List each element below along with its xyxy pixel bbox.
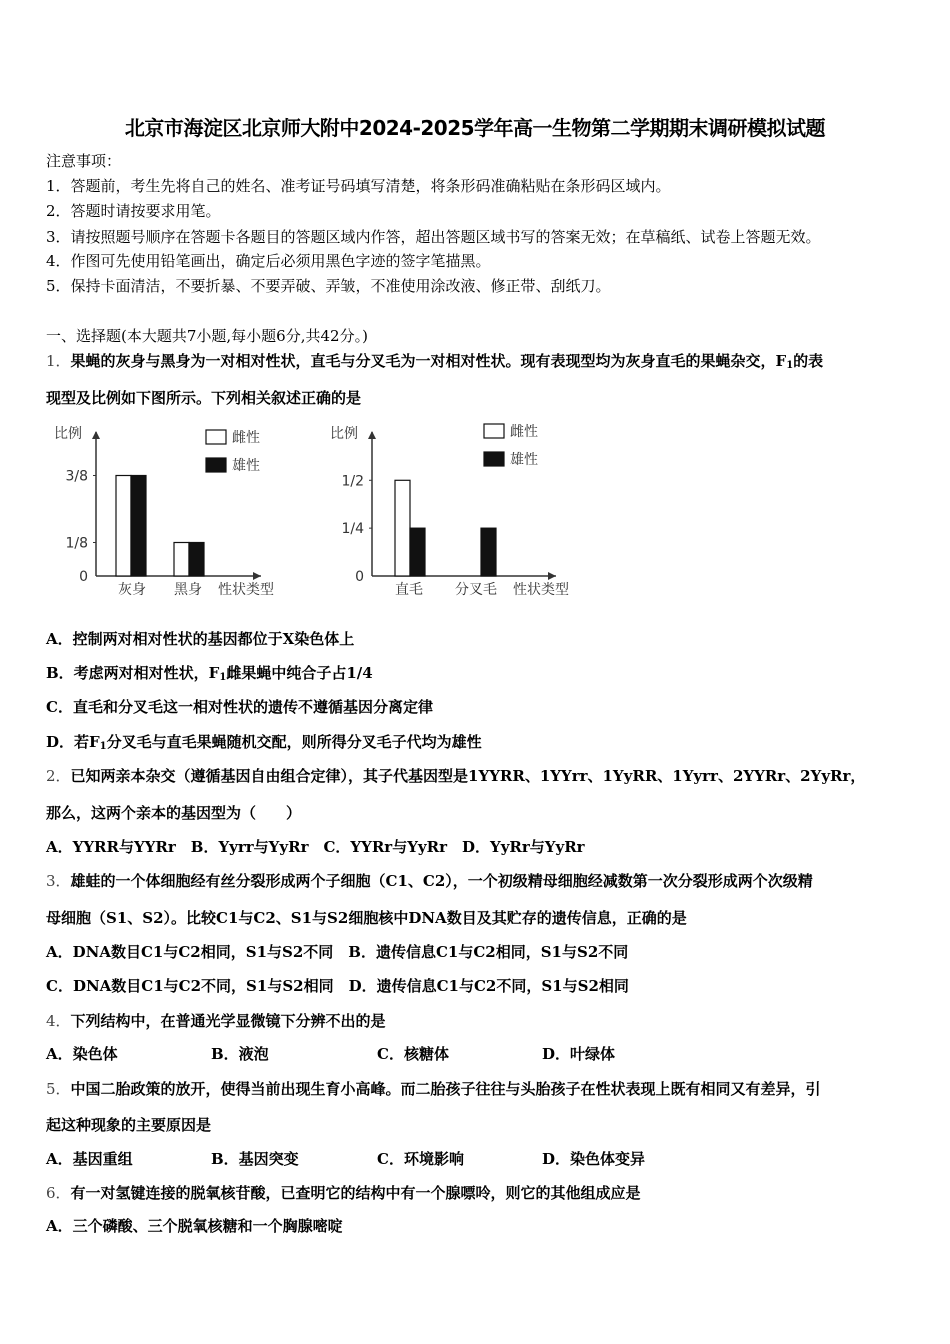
x-axis-label: 性状类型	[218, 582, 274, 598]
x-tick-label: 分叉毛	[455, 582, 497, 598]
q6-stem: 6．有一对氢键连接的脱氧核苷酸，已查明它的结构中有一个腺嘌呤，则它的其他组成应是	[46, 1184, 641, 1202]
q1-option-a: A．控制两对相对性状的基因都位于X染色体上	[46, 630, 355, 648]
y-axis-arrow	[368, 431, 376, 439]
bar-male	[131, 476, 146, 577]
notes-heading: 注意事项：	[46, 152, 122, 170]
q5-option-b: B．基因突变	[211, 1150, 299, 1168]
q4-stem: 4．下列结构中，在普通光学显微镜下分辨不出的是	[46, 1012, 386, 1030]
bar-female	[395, 480, 410, 576]
q2-stem-line1: 2．已知两亲本杂交（遵循基因自由组合定律），其子代基因型是1YYRR、1YYrr、1YyRR、1Yyrr、2YYRr、2YyRr，	[46, 767, 866, 785]
q5-options	[46, 1149, 906, 1169]
q4-number: 4．	[46, 1012, 71, 1030]
q5-stem-line2: 起这种现象的主要原因是	[46, 1116, 212, 1134]
note-item: 4．作图可先使用铅笔画出，确定后必须用黑色字迹的签字笔描黑。	[46, 252, 491, 270]
page-title: 北京市海淀区北京师大附中2024-2025学年高一生物第二学期期末调研模拟试题	[124, 116, 826, 140]
note-item: 2．答题时请按要求用笔。	[46, 202, 221, 220]
y-tick-label: 3/8	[65, 468, 88, 485]
q3-stem-line1: 3．雄蛙的一个体细胞经有丝分裂形成两个子细胞（C1、C2），一个初级精母细胞经减数第一次分裂形成两个次级精	[46, 872, 813, 890]
q5-stem-line1: 5．中国二胎政策的放开，使得当前出现生育小高峰。而二胎孩子往往与头胎孩子在性状表现上既有相同又有差异，引	[46, 1080, 821, 1098]
y-tick-label: 1/8	[65, 535, 88, 552]
q4-options	[46, 1044, 906, 1064]
q6-option-a: A．三个磷酸、三个脱氧核糖和一个胸腺嘧啶	[46, 1217, 343, 1235]
legend-label: 雌性	[510, 424, 538, 440]
x-tick-label: 黑身	[174, 582, 202, 598]
x-axis-arrow	[253, 572, 261, 580]
q5-option-c: C．环境影响	[377, 1150, 464, 1168]
q3-number: 3．	[46, 872, 71, 890]
bar-male	[481, 528, 496, 576]
q5-number: 5．	[46, 1080, 71, 1098]
x-tick-label: 直毛	[395, 582, 423, 598]
chart-hair-type	[326, 418, 586, 608]
q2-options: A．YYRR与YYRr B．Yyrr与YyRr C．YYRr与YyRr D．YyRr与YyRr	[46, 838, 585, 856]
y-axis-label: 比例	[330, 426, 358, 442]
legend-label: 雄性	[510, 452, 538, 468]
q1-option-c: C．直毛和分叉毛这一相对性状的遗传不遵循基因分离定律	[46, 698, 433, 716]
bar-male	[189, 543, 204, 577]
legend-swatch	[484, 424, 504, 438]
q2-stem-line2: 那么，这两个亲本的基因型为（ ）	[46, 804, 302, 822]
bar-female	[116, 476, 131, 577]
q5-option-a: A．基因重组	[46, 1150, 133, 1168]
q1-number: 1．	[46, 352, 71, 370]
q5-option-d: D．染色体变异	[542, 1150, 646, 1168]
bar-male	[410, 528, 425, 576]
x-axis-label: 性状类型	[513, 582, 569, 598]
y-tick-label: 1/4	[341, 521, 364, 538]
q4-option-c: C．核糖体	[377, 1045, 449, 1063]
legend-swatch	[206, 430, 226, 444]
section-heading: 一、选择题(本大题共7小题,每小题6分,共42分。)	[46, 327, 368, 345]
bar-female	[174, 543, 189, 577]
note-item: 5．保持卡面清洁，不要折暴、不要弄破、弄皱，不准使用涂改液、修正带、刮纸刀。	[46, 277, 611, 295]
q1-option-b: B．考虑两对相对性状，$F_1$雌果蝇中纯合子占1/4	[46, 664, 373, 683]
chart-body-color	[46, 418, 296, 608]
legend-swatch	[206, 458, 226, 472]
y-axis-label: 比例	[54, 426, 82, 442]
note-item: 1．答题前，考生先将自己的姓名、准考证号码填写清楚，将条形码准确粘贴在条形码区域内。	[46, 177, 671, 195]
q3-options-cd: C．DNA数目C1与C2不同，S1与S2相同 D．遗传信息C1与C2不同，S1与S2相同	[46, 977, 629, 995]
note-item: 3．请按照题号顺序在答题卡各题目的答题区域内作答，超出答题区域书写的答案无效；在草稿纸、试卷上答题无效。	[46, 228, 821, 246]
q2-number: 2．	[46, 767, 71, 785]
x-axis-arrow	[548, 572, 556, 580]
q1-stem-line2: 现型及比例如下图所示。下列相关叙述正确的是	[46, 389, 362, 407]
q6-number: 6．	[46, 1184, 71, 1202]
q4-option-a: A．染色体	[46, 1045, 118, 1063]
legend-label: 雄性	[232, 458, 260, 474]
y-axis-arrow	[92, 431, 100, 439]
legend-swatch	[484, 452, 504, 466]
q3-options-ab: A．DNA数目C1与C2相同，S1与S2不同 B．遗传信息C1与C2相同，S1与S2不同	[46, 943, 629, 961]
y-tick-label: 0	[355, 569, 364, 585]
q3-stem-line2: 母细胞（S1、S2）。比较C1与C2、S1与S2细胞核中DNA数目及其贮存的遗传信息，正确的是	[46, 909, 687, 927]
y-tick-label: 1/2	[341, 473, 364, 490]
y-tick-label: 0	[79, 569, 88, 585]
legend-label: 雌性	[232, 430, 260, 446]
q1-option-d: D．若$F_1$分叉毛与直毛果蝇随机交配，则所得分叉毛子代均为雄性	[46, 733, 482, 752]
q1-stem-line1: 1．果蝇的灰身与黑身为一对相对性状，直毛与分叉毛为一对相对性状。现有表现型均为灰身直毛的果蝇杂交，$F_1$的表	[46, 352, 824, 371]
x-tick-label: 灰身	[118, 582, 146, 598]
q4-option-b: B．液泡	[211, 1045, 269, 1063]
q4-option-d: D．叶绿体	[542, 1045, 616, 1063]
